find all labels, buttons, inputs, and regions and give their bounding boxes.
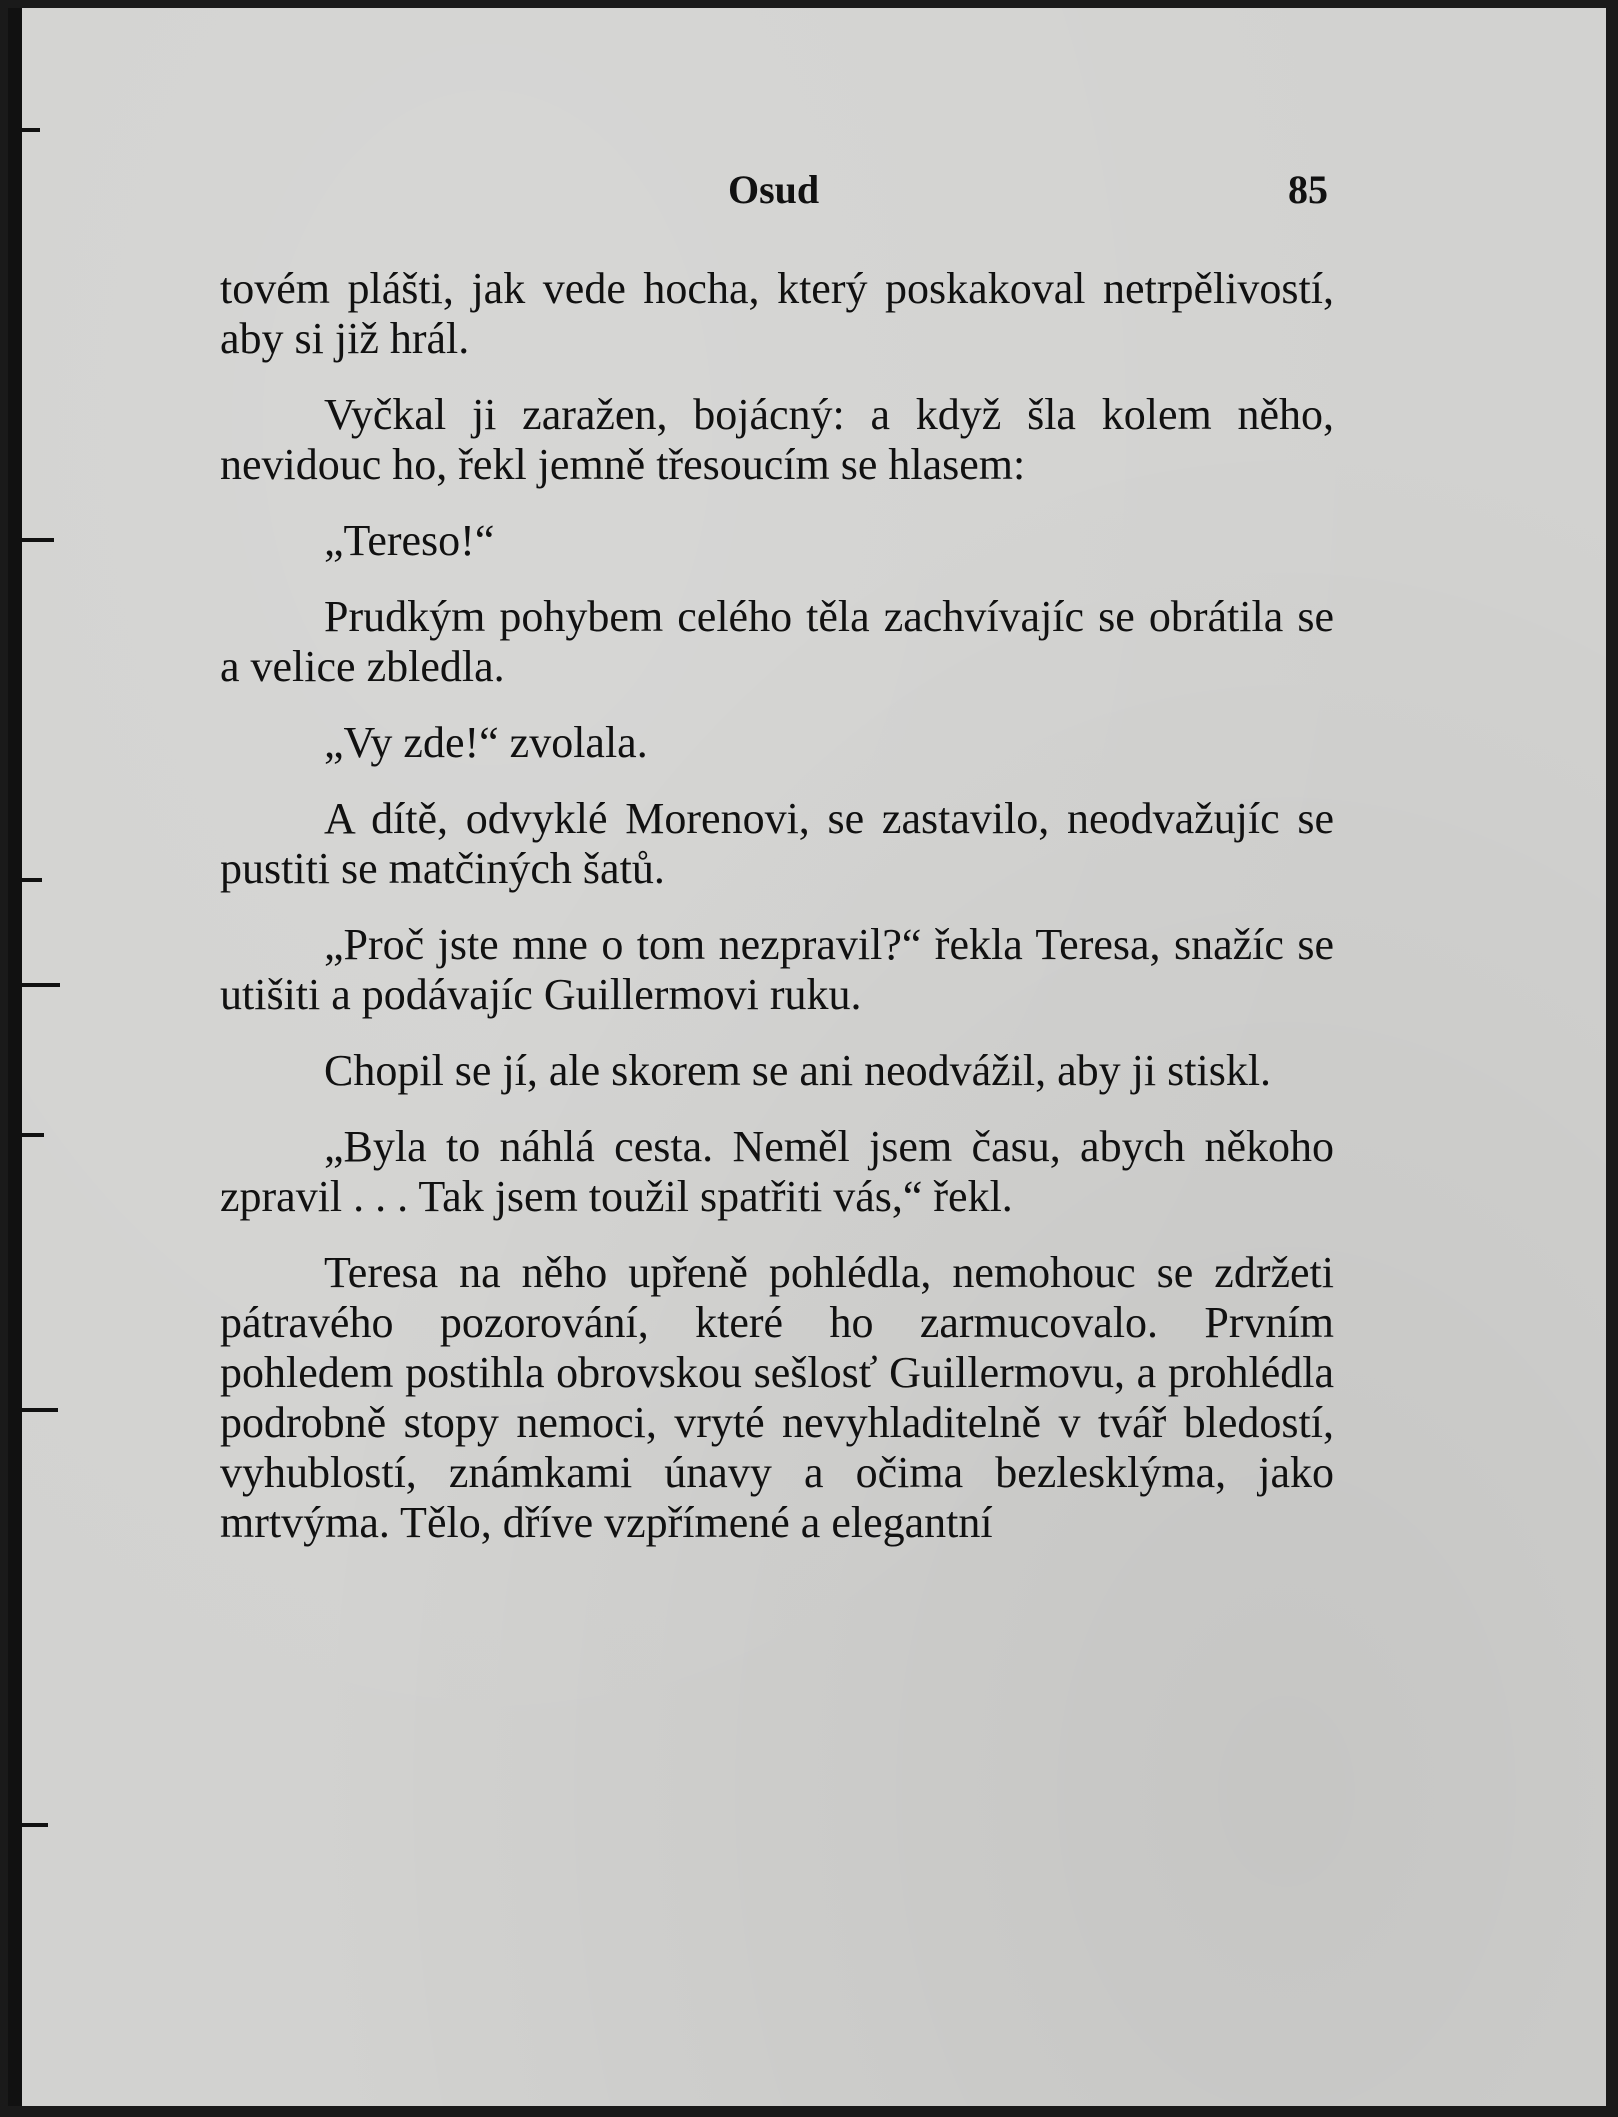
paragraph: tovém plášti, jak vede hocha, který poskakoval netrpělivostí, aby si již hrál. (220, 264, 1334, 363)
paragraph: Chopil se jí, ale skorem se ani neodvážil, aby ji stiskl. (324, 1046, 1272, 1095)
body-text (220, 264, 1334, 1574)
book-page (8, 8, 1606, 2106)
paragraph: „Vy zde!“ zvolala. (324, 718, 648, 767)
running-head (8, 166, 1606, 216)
paragraph: „Tereso!“ (324, 516, 495, 565)
page-number: 85 (1288, 167, 1328, 212)
paragraph: A dítě, odvyklé Morenovi, se zastavilo, neodvažujíc se pustiti se matčiných šatů. (220, 794, 1334, 893)
paragraph: Vyčkal ji zaražen, bojácný: a když šla kolem něho, nevidouc ho, řekl jemně třesoucím se hlasem: (220, 390, 1334, 489)
paragraph: Prudkým pohybem celého těla zachvívajíc se obrátila se a velice zbledla. (220, 592, 1334, 691)
paragraph: „Proč jste mne o tom nezpravil?“ řekla Teresa, snažíc se utišiti a podávajíc Guillermovi ruku. (220, 920, 1334, 1019)
running-title: Osud (728, 167, 820, 212)
scanned-page (8, 8, 1606, 2106)
paragraph: „Byla to náhlá cesta. Neměl jsem času, abych někoho zpravil . . . Tak jsem toužil spatřiti vás,“ řekl. (220, 1122, 1334, 1221)
paragraph: Teresa na něho upřeně pohlédla, nemohouc se zdržeti pátravého pozorování, které ho zarmucovalo. Prvním pohledem postihla obrovskou sešlosť Guillermovu, a prohlédla podrobně stopy nemoci, vryté nevyhladitelně v tvář bledostí, vyhublostí, známkami únavy a očima bezlesklýma, jako mrtvýma. Tělo, dříve vzpřímené a elegantní (220, 1248, 1334, 1547)
